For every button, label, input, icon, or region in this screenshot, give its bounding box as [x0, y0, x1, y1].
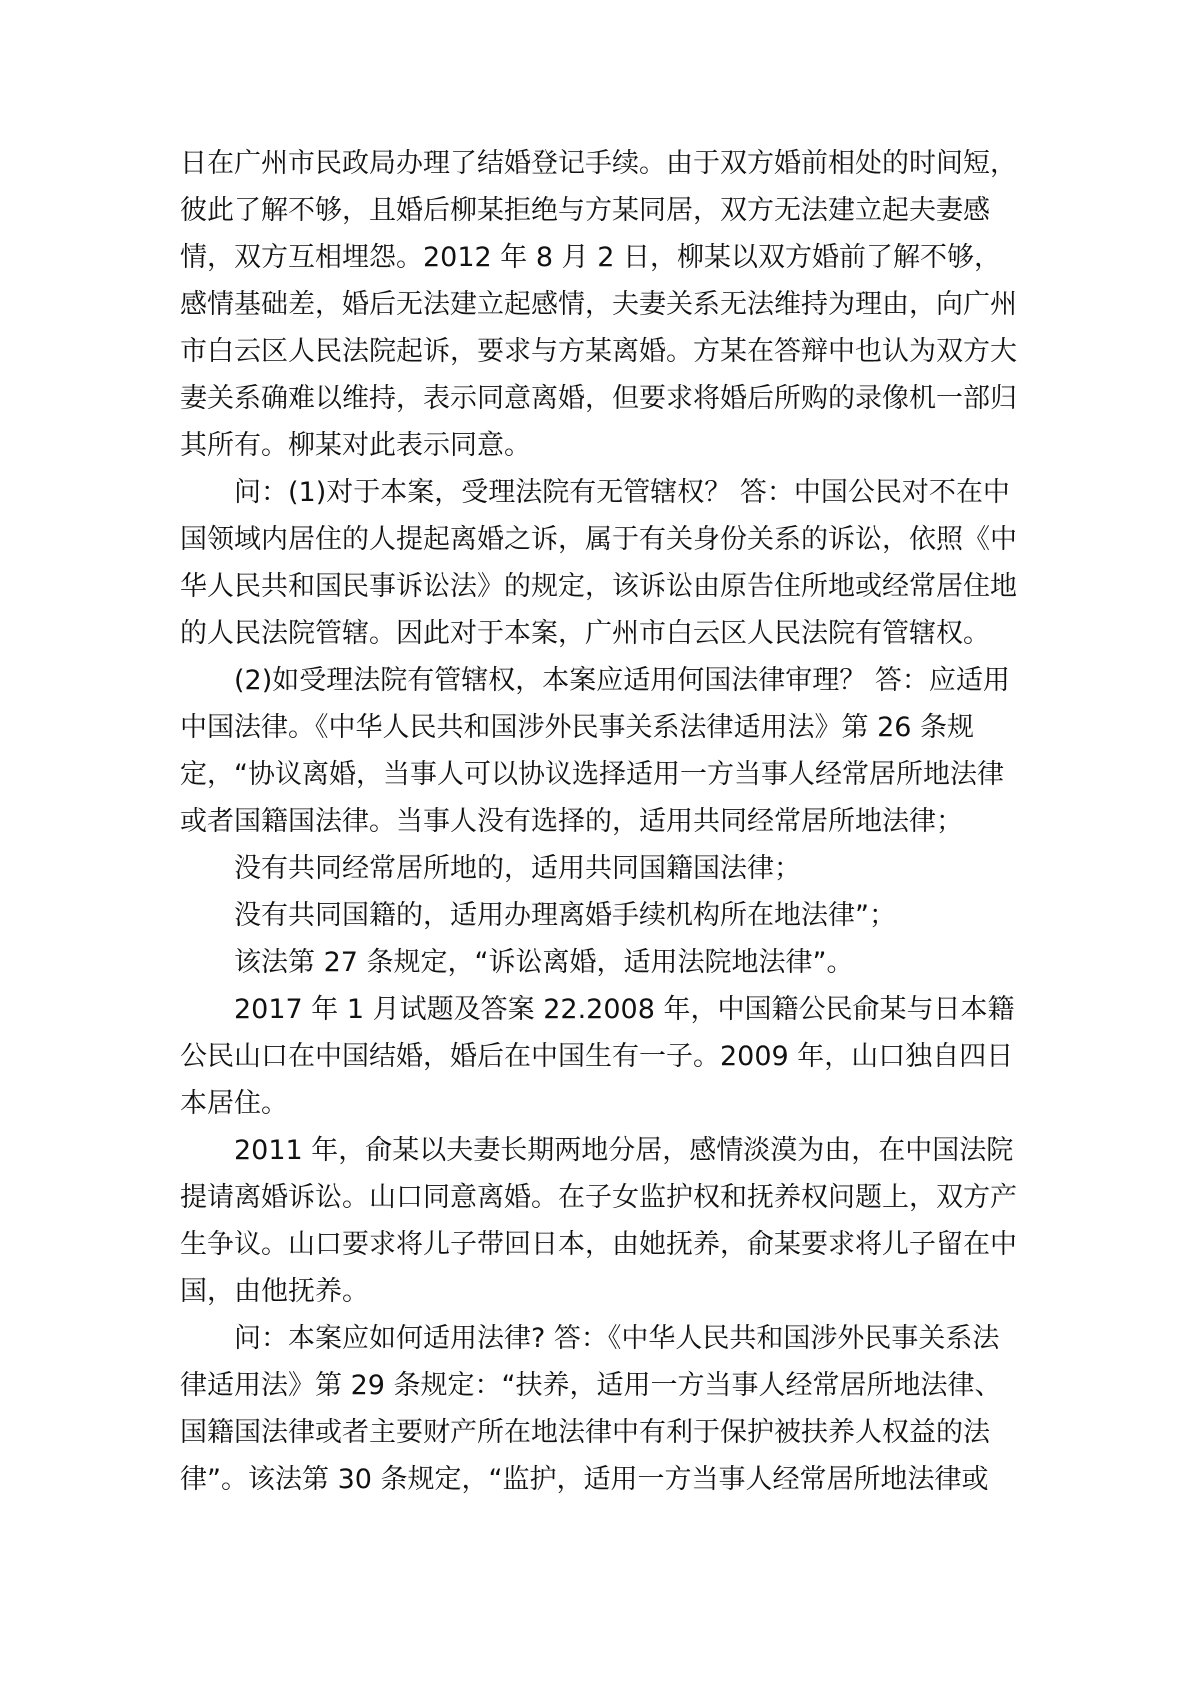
paragraph-1: 日在广州市民政局办理了结婚登记手续。由于双方婚前相处的时间短，彼此了解不够，且婚后柳某拒绝与方某同居，双方无法建立起夫妻感情，双方互相埋怨。2012 年 8 月 2 日，柳某以双方婚前了解不够，感情基础差，婚后无法建立起感情，夫妻关系无法维持为理由，向广州市白云区人民法院起诉，要求与方某离婚。方某在答辩中也认为双方大妻关系确难以维持，表示同意离婚，但要求将婚后所购的录像机一部归其所有。柳某对此表示同意。 — [180, 148, 1017, 461]
paragraph-7: 2017 年 1 月试题及答案 22.2008 年，中国籍公民俞某与日本籍公民山口在中国结婚，婚后在中国生有一子。2009 年，山口独自四日本居住。 — [180, 994, 1015, 1119]
paragraph-2: 问：(1)对于本案，受理法院有无管辖权？ 答：中国公民对不在中国领域内居住的人提起离婚之诉，属于有关身份关系的诉讼，依照《中华人民共和国民事诉讼法》的规定，该诉讼由原告住所地或经常居住地的人民法院管辖。因此对于本案，广州市白云区人民法院有管辖权。 — [180, 477, 1017, 649]
paragraph-6: 该法第 27 条规定，“诉讼离婚，适用法院地法律”。 — [234, 947, 854, 978]
paragraph-5: 没有共同国籍的，适用办理离婚手续机构所在地法律”； — [234, 900, 896, 931]
paragraph-4: 没有共同经常居所地的，适用共同国籍国法律； — [234, 853, 801, 884]
paragraph-8: 2011 年，俞某以夫妻长期两地分居，感情淡漠为由，在中国法院提请离婚诉讼。山口同意离婚。在子女监护权和抚养权问题上，双方产生争议。山口要求将儿子带回日本，由她抚养，俞某要求将儿子留在中国，由他抚养。 — [180, 1135, 1017, 1307]
body-text — [180, 140, 1020, 1503]
paragraph-3: (2)如受理法院有管辖权，本案应适用何国法律审理？ 答：应适用中国法律。《中华人民共和国涉外民事关系法律适用法》第 26 条规定，“协议离婚，当事人可以协议选择适用一方当事人经常居所地法律或者国籍国法律。当事人没有选择的，适用共同经常居所地法律； — [180, 665, 1010, 837]
paragraph-9: 问：本案应如何适用法律? 答：《中华人民共和国涉外民事关系法律适用法》第 29 条规定：“扶养，适用一方当事人经常居所地法律、国籍国法律或者主要财产所在地法律中有利于保护被扶养人权益的法律”。该法第 30 条规定，“监护，适用一方当事人经常居所地法律或 — [180, 1323, 1002, 1495]
